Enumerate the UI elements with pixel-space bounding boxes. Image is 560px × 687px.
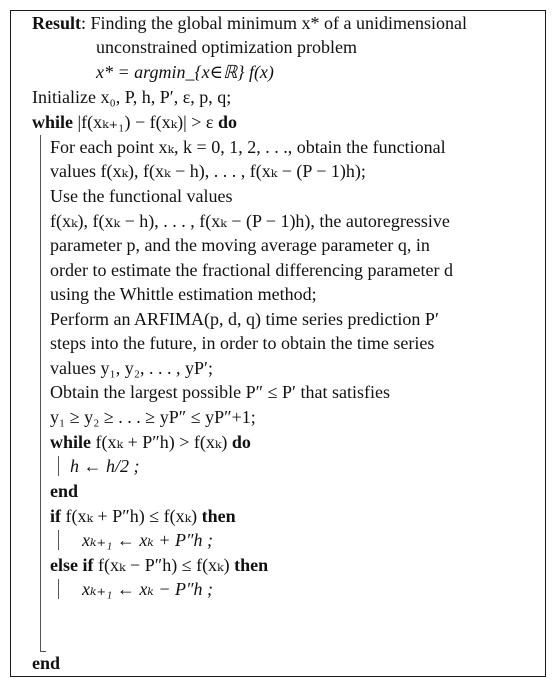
step2-line3: parameter p, and the moving average parameter q, in	[50, 235, 430, 255]
result-line-2: unconstrained optimization problem	[96, 37, 357, 57]
while-scope-bar	[40, 135, 41, 651]
inner-while-condition: f(xₖ + P″h) > f(xₖ)	[95, 432, 228, 452]
step4-line2: y₁ ≥ y₂ ≥ . . . ≥ yP″ ≤ yP″+1;	[50, 407, 256, 427]
inner-while-header	[50, 431, 251, 453]
else-if-header	[50, 554, 268, 576]
if-condition: f(xₖ + P″h) ≤ f(xₖ)	[65, 506, 198, 526]
if-keyword: if	[50, 506, 61, 526]
step2-line1: Use the functional values	[50, 186, 233, 206]
step3-line2: steps into the future, in order to obtain the time series	[50, 333, 435, 353]
if-body: xₖ₊₁ ← xₖ + P″h ;	[82, 530, 214, 550]
step4-line1: Obtain the largest possible P″ ≤ P′ that satisfies	[50, 382, 390, 402]
else-if-bar	[58, 579, 59, 599]
while-condition: |f(xₖ₊₁) − f(xₖ)| > ε	[77, 112, 214, 132]
then-keyword: then	[201, 506, 236, 526]
step1-line2: values f(xₖ), f(xₖ − h), . . . , f(xₖ − (P − 1)h);	[50, 161, 366, 181]
inner-while-bar	[58, 456, 59, 476]
result-keyword: Result	[32, 13, 81, 33]
do-keyword: do	[217, 112, 237, 132]
step3-line1: Perform an ARFIMA(p, d, q) time series prediction P′	[50, 309, 439, 329]
if-header	[50, 505, 236, 527]
result-text-1: : Finding the global minimum x* of a unidimensional	[81, 13, 467, 33]
else-if-condition: f(xₖ − P″h) ≤ f(xₖ)	[97, 555, 230, 575]
inner-end: end	[50, 481, 79, 501]
result-formula: x* = argmin_{x∈ℝ} f(x)	[96, 62, 274, 82]
result-line-1	[32, 12, 467, 34]
while-header	[32, 111, 237, 133]
final-end: end	[32, 653, 61, 673]
step2-line4: order to estimate the fractional differencing parameter d	[50, 260, 453, 280]
inner-while-body: h ← h/2 ;	[70, 456, 140, 476]
inner-while-keyword: while	[50, 432, 92, 452]
step3-line3: values y₁, y₂, . . . , yP′;	[50, 358, 213, 378]
while-keyword: while	[32, 112, 74, 132]
inner-do-keyword: do	[231, 432, 251, 452]
initialize-line: Initialize x₀, P, h, P′, ε, p, q;	[32, 87, 232, 107]
else-if-body: xₖ₊₁ ← xₖ − P″h ;	[82, 579, 214, 599]
else-if-keyword: else if	[50, 555, 94, 575]
step1-line1: For each point xₖ, k = 0, 1, 2, . . ., obtain the functional	[50, 137, 446, 157]
if-bar	[58, 530, 59, 550]
step2-line5: using the Whittle estimation method;	[50, 284, 317, 304]
else-then-keyword: then	[234, 555, 269, 575]
step2-line2: f(xₖ), f(xₖ − h), . . . , f(xₖ − (P − 1)h), the autoregressive	[50, 211, 450, 231]
